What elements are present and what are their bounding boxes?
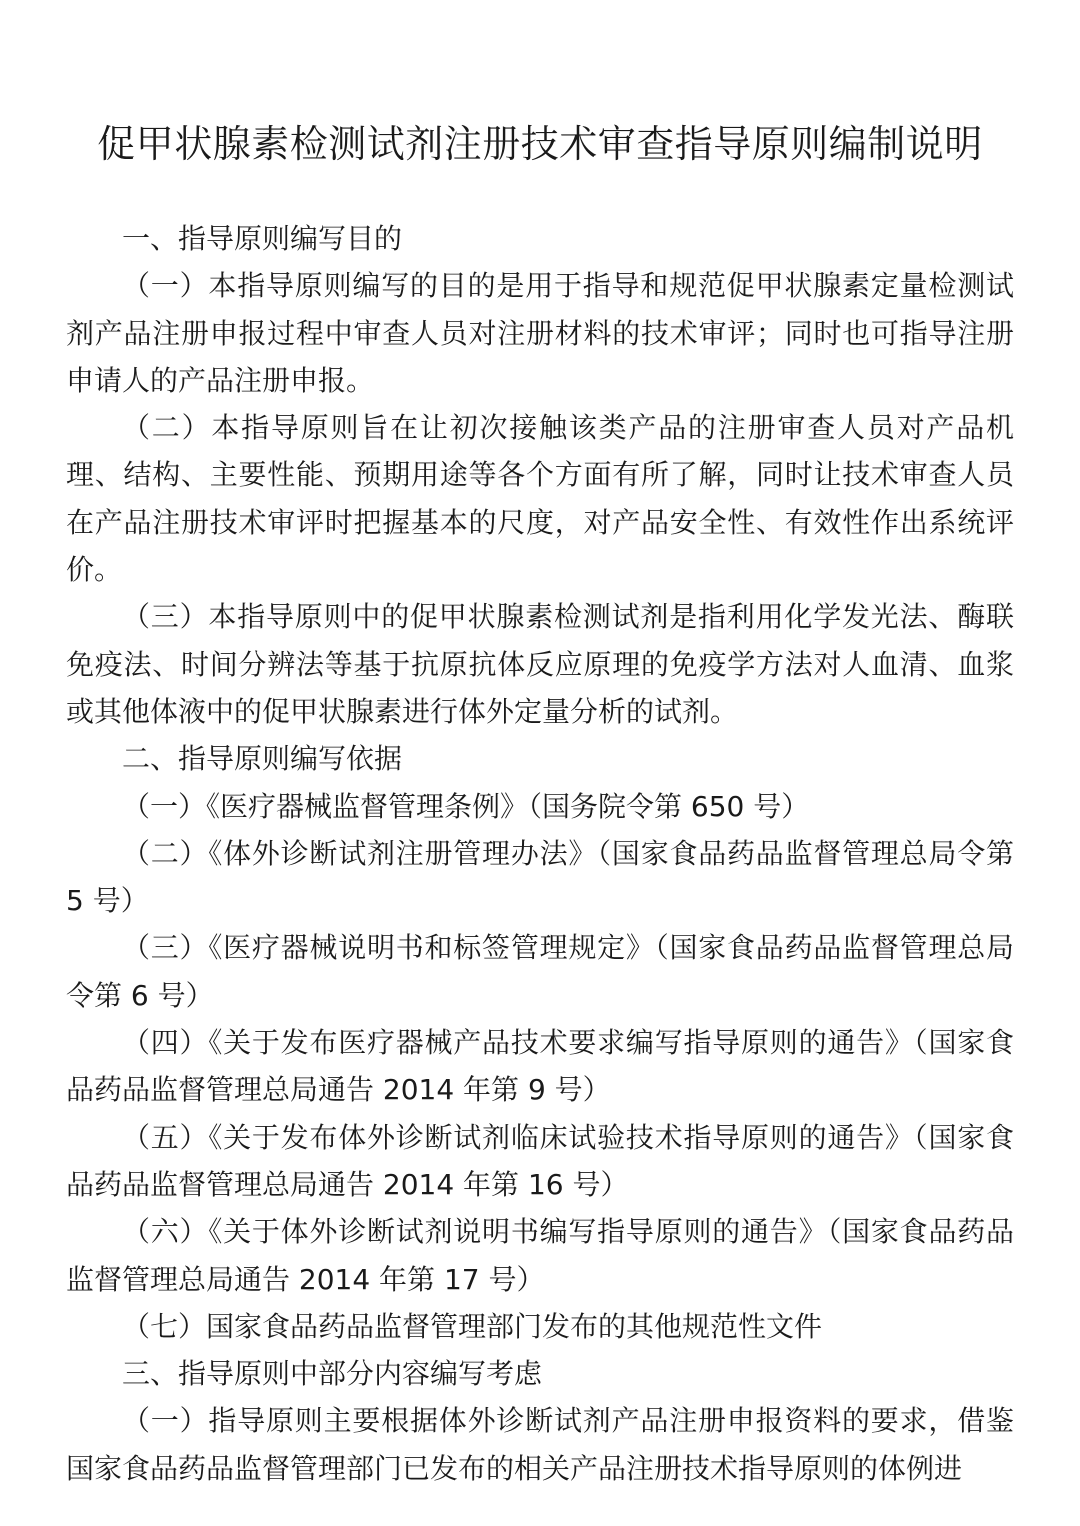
section-1-paragraph-2: （二）本指导原则旨在让初次接触该类产品的注册审查人员对产品机理、结构、主要性能、预期用途等各个方面有所了解，同时让技术审查人员在产品注册技术审评时把握基本的尺度，对产品安全性、有效性作出系统评价。 [66,411,1014,587]
section-2-paragraph-7: （七）国家食品药品监督管理部门发布的其他规范性文件 [122,1309,823,1343]
section-1-paragraph-1: （一）本指导原则编写的目的是用于指导和规范促甲状腺素定量检测试剂产品注册申报过程中审查人员对注册材料的技术审评；同时也可指导注册申请人的产品注册申报。 [66,269,1014,397]
section-1-paragraph-3: （三）本指导原则中的促甲状腺素检测试剂是指利用化学发光法、酶联免疫法、时间分辨法等基于抗原抗体反应原理的免疫学方法对人血清、血浆或其他体液中的促甲状腺素进行体外定量分析的试剂。 [66,600,1014,728]
section-2-paragraph-6: （六）《关于体外诊断试剂说明书编写指导原则的通告》（国家食品药品监督管理总局通告 2014 年第 17 号） [66,1215,1014,1296]
section-3-paragraph-1: （一）指导原则主要根据体外诊断试剂产品注册申报资料的要求，借鉴国家食品药品监督管理部门已发布的相关产品注册技术指导原则的体例进 [66,1404,1014,1485]
document-body [66,215,1014,1492]
section-2-paragraph-4: （四）《关于发布医疗器械产品技术要求编写指导原则的通告》（国家食品药品监督管理总局通告 2014 年第 9 号） [66,1026,1014,1107]
section-3-heading: 三、指导原则中部分内容编写考虑 [122,1357,543,1391]
section-1-heading: 一、指导原则编写目的 [122,222,403,255]
section-2-heading: 二、指导原则编写依据 [122,742,403,776]
section-2-paragraph-5: （五）《关于发布体外诊断试剂临床试验技术指导原则的通告》（国家食品药品监督管理总局通告 2014 年第 16 号） [66,1120,1014,1201]
section-2-paragraph-2: （二）《体外诊断试剂注册管理办法》（国家食品药品监督管理总局令第 5 号） [66,836,1014,918]
document-title: 促甲状腺素检测试剂注册技术审查指导原则编制说明 [97,122,983,166]
section-2-paragraph-3: （三）《医疗器械说明书和标签管理规定》（国家食品药品监督管理总局令第 6 号） [66,931,1014,1012]
section-2-paragraph-1: （一）《医疗器械监督管理条例》（国务院令第 650 号） [122,789,810,823]
